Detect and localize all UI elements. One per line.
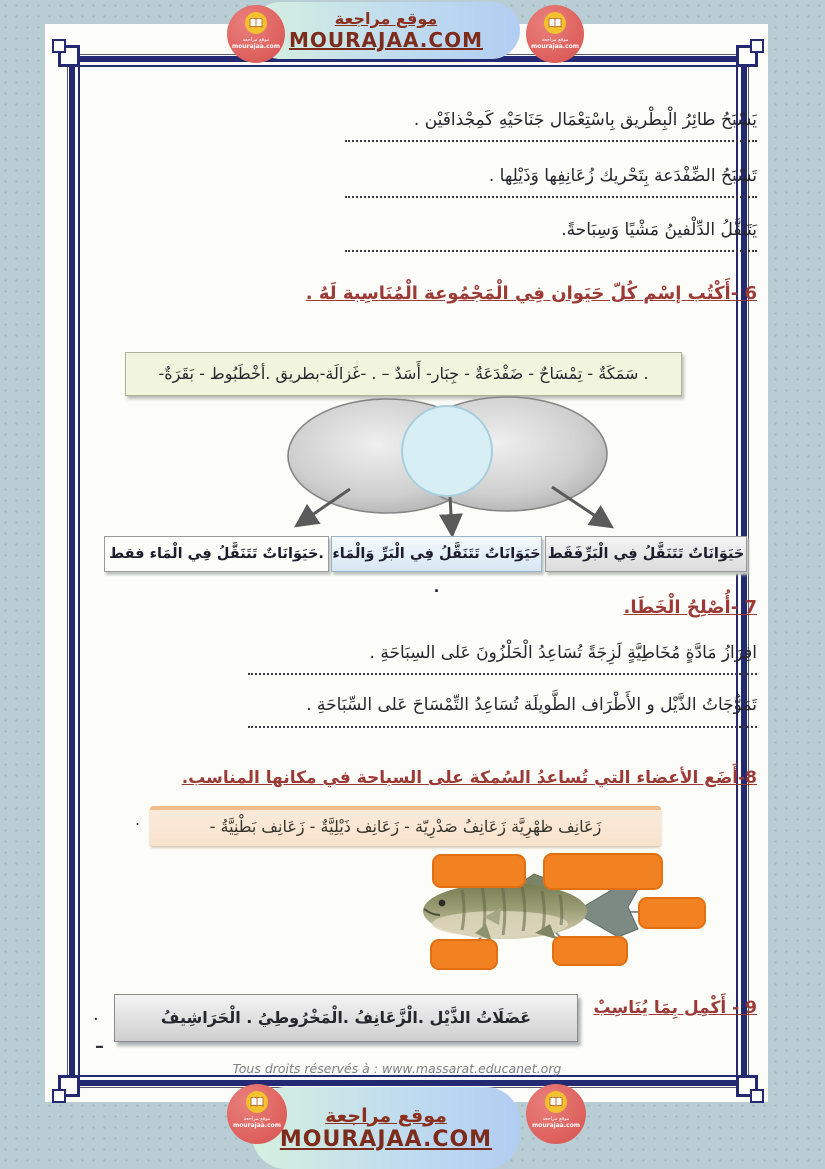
sentence-dolphin: يَتَنَقَّلُ الدِّلْفينُ مَشْيًا وَسِبَاحةً. — [561, 220, 757, 240]
site-name-arabic[interactable]: موقع مراجعة — [325, 1104, 447, 1127]
label-land-and-water: حَيَوَانَاتٌ تَتَنَقَّلُ فِي الْبَرِّ وَالْمَاء . — [331, 536, 542, 572]
q8-word-bank: زَعَانِف ظهْرِيَّة زَعَانِفُ صَدْرِيّة - زَعَانِف ذَيْلِيَّةٌ - زَعَانِف بَطْنِيَّةُ - — [150, 806, 661, 846]
answer-line — [248, 726, 757, 728]
site-name-arabic[interactable]: موقع مراجعة — [334, 9, 438, 28]
answer-line — [345, 196, 757, 198]
question-7-heading: 7 -أُصْلِحُ الْخَطَا. — [623, 597, 757, 618]
answer-line — [345, 250, 757, 252]
answer-line — [248, 673, 757, 675]
answer-box-dorsal-front — [432, 854, 526, 888]
arrow-to-land-and-water — [450, 497, 452, 532]
question-9-heading: 9 - أَكْمِل بِمَا يُنَاسِبْ — [593, 998, 757, 1018]
q7-sentence-crocodile: تَمَوُّجَاتُ الذَّيْل و الأَطْرَاف الطَّويلَة تُسَاعِدُ التِّمْسَاحَ عَلى السِّبَاحَةِ . — [306, 695, 757, 715]
frame-corner-knot — [52, 39, 66, 53]
answer-line — [345, 140, 757, 142]
fish-tail-fin — [583, 885, 638, 937]
label-land-only: حَيَوَانَاتٌ تَتَنَقَّلُ فِي الْبَرِّفَقَط — [545, 536, 747, 572]
site-logo-badge: موقع مراجعة mourajaa.com — [227, 1084, 287, 1144]
stray-dash: – — [95, 1036, 104, 1057]
book-icon — [545, 1091, 567, 1113]
site-url-link[interactable]: MOURAJAA.COM — [289, 28, 483, 52]
book-icon — [544, 12, 566, 34]
frame-corner-knot — [750, 39, 764, 53]
stray-dot: . — [93, 1004, 99, 1025]
venn-diagram — [275, 394, 625, 544]
q7-sentence-snail: افِرَازُ مَادَّةٍ مُخَاطِيَّةٍ لَزِجَةً تُسَاعِدُ الْحَلْزُونَ عَلى السِبَاحَةِ . — [369, 643, 757, 663]
answer-box-anal — [552, 936, 628, 966]
bottom-banner — [252, 1087, 520, 1169]
q9-word-bank: عَضَلَاتُ الذَّيْل .الْزَّعَانِفُ .الْمَخْرُوطِيُ . الْحَرَاشِيفُ — [114, 994, 578, 1042]
answer-box-dorsal-rear — [543, 853, 663, 890]
frame-corner-knot — [52, 1089, 66, 1103]
fish-eye — [439, 900, 446, 907]
book-icon — [245, 12, 267, 34]
stray-dot: . — [135, 810, 141, 829]
sentence-penguin: يَسْبَحُ طائِرُ الْبِطْريق بِاسْتِعْمَال جَنَاحَيْهِ كَمِجْذافَيْن . — [413, 110, 757, 130]
site-logo-badge: موقع مراجعة mourajaa.com — [526, 5, 584, 63]
book-icon — [246, 1091, 268, 1113]
label-water-only: .حَيَوَانَاتٌ تَتَنَقَّلُ فِي الْمَاء فقط — [104, 536, 329, 572]
sentence-frog: تَسْبَحُ الضِّفْدَعة بِتَحْريك زُعَانِفِها وَذَيْلِها . — [488, 166, 757, 186]
q6-word-bank: . سَمَكَةٌ - تِمْسَاحٌ - ضَفْدَعَةٌ - جِبَار- أَسَدٌ – . -غَزالَة-بطريق .أخْطَبُوط - بَقَرَةٌ- — [125, 352, 682, 396]
site-logo-badge: موقع مراجعة mourajaa.com — [526, 1084, 586, 1144]
answer-box-pelvic — [430, 939, 498, 970]
site-url-link[interactable]: MOURAJAA.COM — [279, 1126, 493, 1152]
copyright-text: Tous droits réservés à : www.massarat.educanet.org — [232, 1061, 562, 1076]
venn-intersection — [402, 406, 492, 496]
question-8-heading: 8-أَضَع الأعضاء التي تُساعدُ السُمكة على السباحة في مكانها المناسب. — [181, 768, 757, 788]
top-banner — [252, 2, 520, 59]
answer-box-tail — [638, 897, 706, 929]
site-logo-badge: موقع مراجعة mourajaa.com — [227, 5, 285, 63]
frame-corner-knot — [750, 1089, 764, 1103]
question-6-heading: 6 -أَكْتُب إسْم كُلّ حَيَوان فِي الْمَجْمُوعة الْمُنَاسِبة لَهُ . — [305, 283, 757, 304]
